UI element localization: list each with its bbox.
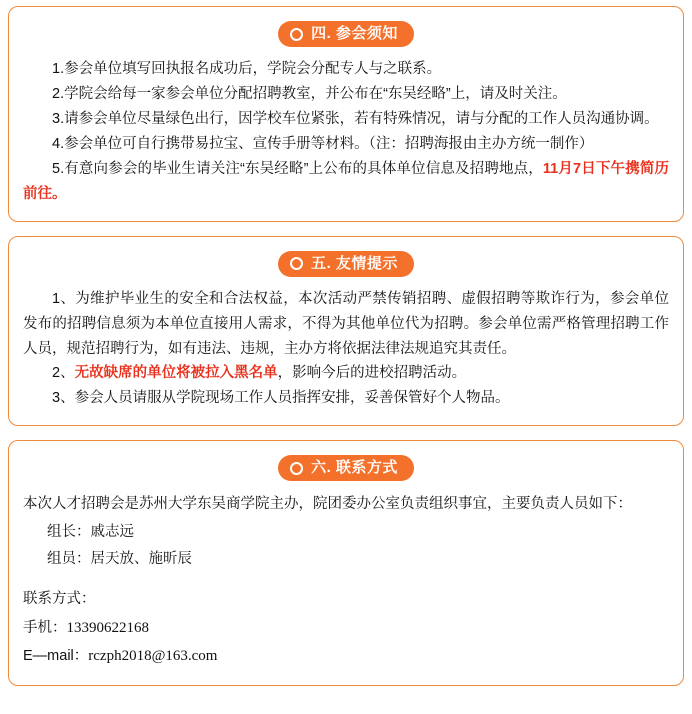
contact-email	[23, 642, 669, 671]
section-friendly-reminder	[8, 236, 684, 427]
contact-leader	[23, 519, 669, 547]
contact-intro: 本次人才招聘会是苏州大学东吴商学院主办，院团委办公室负责组织事宜，主要负责人员如下：	[23, 496, 632, 513]
section-title: 六. 联系方式	[311, 459, 398, 477]
contact-members-value: 居天放、施昕辰	[90, 551, 192, 568]
reminder-item-2-suffix: ，影响今后的进校招聘活动。	[277, 365, 467, 382]
contact-phone-label: 手机：	[23, 619, 67, 636]
section-header	[23, 251, 669, 277]
contact-email-value: rczph2018@163.com	[88, 648, 218, 665]
circle-icon	[290, 28, 303, 41]
section-header	[23, 21, 669, 47]
contact-members	[23, 546, 669, 574]
reminder-item-2-highlight: 无故缺席的单位将被拉入黑名单	[74, 365, 278, 382]
circle-icon	[290, 462, 303, 475]
notice-item-4: 4.参会单位可自行携带易拉宝、宣传手册等材料。（注：招聘海报由主办方统一制作）	[52, 135, 594, 152]
reminder-item-2-prefix: 2、	[52, 365, 75, 382]
notice-item-5-text: 5.有意向参会的毕业生请关注“东吴经略”上公布的具体单位信息及招聘地点，	[52, 160, 543, 177]
section-title: 五. 友情提示	[311, 254, 398, 272]
notice-item-3: 3.请参会单位尽量绿色出行，因学校车位紧张，若有特殊情况，请与分配的工作人员沟通协调。	[52, 110, 659, 127]
circle-icon	[290, 257, 303, 270]
section-badge	[278, 455, 414, 481]
spacer	[23, 574, 669, 586]
contact-method-label: 联系方式：	[23, 590, 96, 607]
section-body	[23, 287, 669, 412]
section-badge	[278, 251, 414, 277]
section-contact-info	[8, 440, 684, 685]
notice-item-2: 2.学院会给每一家参会单位分配招聘教室，并公布在“东吴经略”上，请及时关注。	[52, 85, 567, 102]
section-title: 四. 参会须知	[311, 25, 398, 42]
section-body	[23, 491, 669, 670]
reminder-item-3: 3、参会人员请服从学院现场工作人员指挥安排，妥善保管好个人物品。	[52, 390, 510, 407]
section-header	[23, 455, 669, 481]
contact-email-label: E—mail：	[23, 648, 89, 665]
reminder-item-1: 1、为维护毕业生的安全和合法权益，本次活动严禁传销招聘、虚假招聘等欺诈行为，参会单位发布的招聘信息须为本单位直接用人需求，不得为其他单位代为招聘。参会单位需严格管理招聘工作人员，规范招聘行为，如有违法、违规，主办方将依据法律法规追究其责任。	[23, 290, 669, 357]
contact-leader-label: 组长：	[47, 523, 91, 540]
section-badge	[278, 21, 414, 47]
contact-phone-value: 13390622168	[66, 619, 149, 636]
notice-item-5	[23, 157, 669, 207]
contact-phone	[23, 614, 669, 643]
notice-item-1: 1.参会单位填写回执报名成功后，学院会分配专人与之联系。	[52, 61, 442, 77]
section-attendance-notice	[8, 6, 684, 222]
contact-members-label: 组员：	[47, 551, 91, 568]
reminder-item-2	[23, 361, 669, 386]
notice-item-5-highlight: 11月7日下午携简历前往。	[23, 160, 669, 202]
section-body	[23, 57, 669, 207]
contact-leader-value: 戚志远	[90, 523, 134, 540]
